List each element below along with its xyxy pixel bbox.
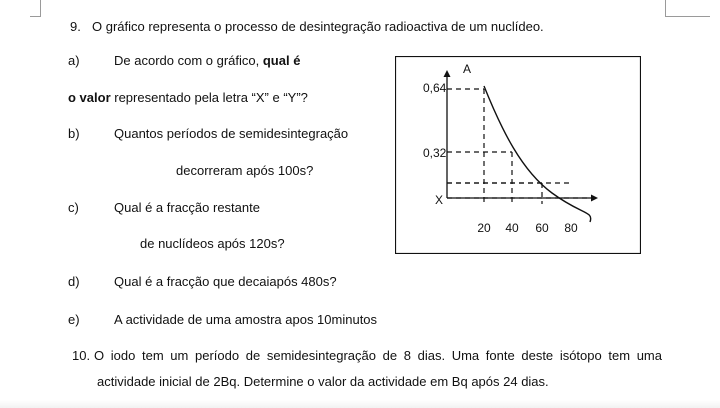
y-axis-letter: A bbox=[462, 62, 472, 76]
item-b-line1: Quantos períodos de semidesintegração bbox=[114, 126, 349, 141]
y-tick-label-0: 0,64 bbox=[423, 81, 447, 95]
item-a-line1-bold: qual é bbox=[262, 53, 301, 68]
x-tick-label-2: 60 bbox=[535, 221, 549, 235]
item-a-line1 bbox=[114, 53, 300, 68]
y-tick-label-2: X bbox=[435, 193, 444, 207]
x-tick-label-3: 80 bbox=[564, 221, 578, 235]
page-corner-mark-right bbox=[665, 0, 710, 17]
item-d-letter: d) bbox=[68, 274, 80, 289]
item-a-line1-plain: De acordo com o gráfico, bbox=[114, 53, 263, 68]
page-bottom-edge bbox=[0, 400, 720, 408]
question-9-number: 9. bbox=[70, 19, 81, 34]
question-9-stem: O gráfico representa o processo de desintegração radioactiva de um nuclídeo. bbox=[92, 19, 544, 34]
item-a-line2-plain: representado pela letra “X” e “Y”? bbox=[110, 90, 308, 105]
item-c-letter: c) bbox=[68, 200, 79, 215]
item-a-line2 bbox=[68, 90, 308, 105]
item-a-line2-bold: o valor bbox=[68, 90, 111, 105]
graph-labels bbox=[423, 62, 578, 235]
question-10-number: 10. bbox=[72, 348, 91, 363]
item-e-text: A actividade de uma amostra apos 10minutos bbox=[114, 312, 378, 327]
y-tick-label-1: 0,32 bbox=[423, 146, 447, 160]
x-tick-label-0: 20 bbox=[477, 221, 491, 235]
decay-graph bbox=[395, 56, 641, 254]
y-axis-arrow bbox=[444, 70, 451, 77]
graph-guides bbox=[447, 89, 593, 204]
decay-curve bbox=[484, 86, 591, 222]
x-tick-label-1: 40 bbox=[505, 221, 519, 235]
question-10-line2: actividade inicial de 2Bq. Determine o valor da actividade em Bq após 24 dias. bbox=[97, 374, 549, 389]
graph-axes bbox=[444, 70, 599, 202]
page-corner-mark-left bbox=[30, 0, 41, 17]
item-b-letter: b) bbox=[68, 126, 80, 141]
item-b-line2: decorreram após 100s? bbox=[176, 163, 314, 178]
item-c-line2: de nuclídeos após 120s? bbox=[140, 236, 285, 251]
question-10-line1: O iodo tem um período de semidesintegração de 8 dias. Uma fonte deste isótopo tem uma bbox=[94, 348, 662, 363]
item-a-letter: a) bbox=[68, 53, 80, 68]
item-e-letter: e) bbox=[68, 312, 80, 327]
item-c-line1: Qual é a fracção restante bbox=[114, 200, 260, 215]
item-d-text: Qual é a fracção que decaiapós 480s? bbox=[114, 274, 337, 289]
